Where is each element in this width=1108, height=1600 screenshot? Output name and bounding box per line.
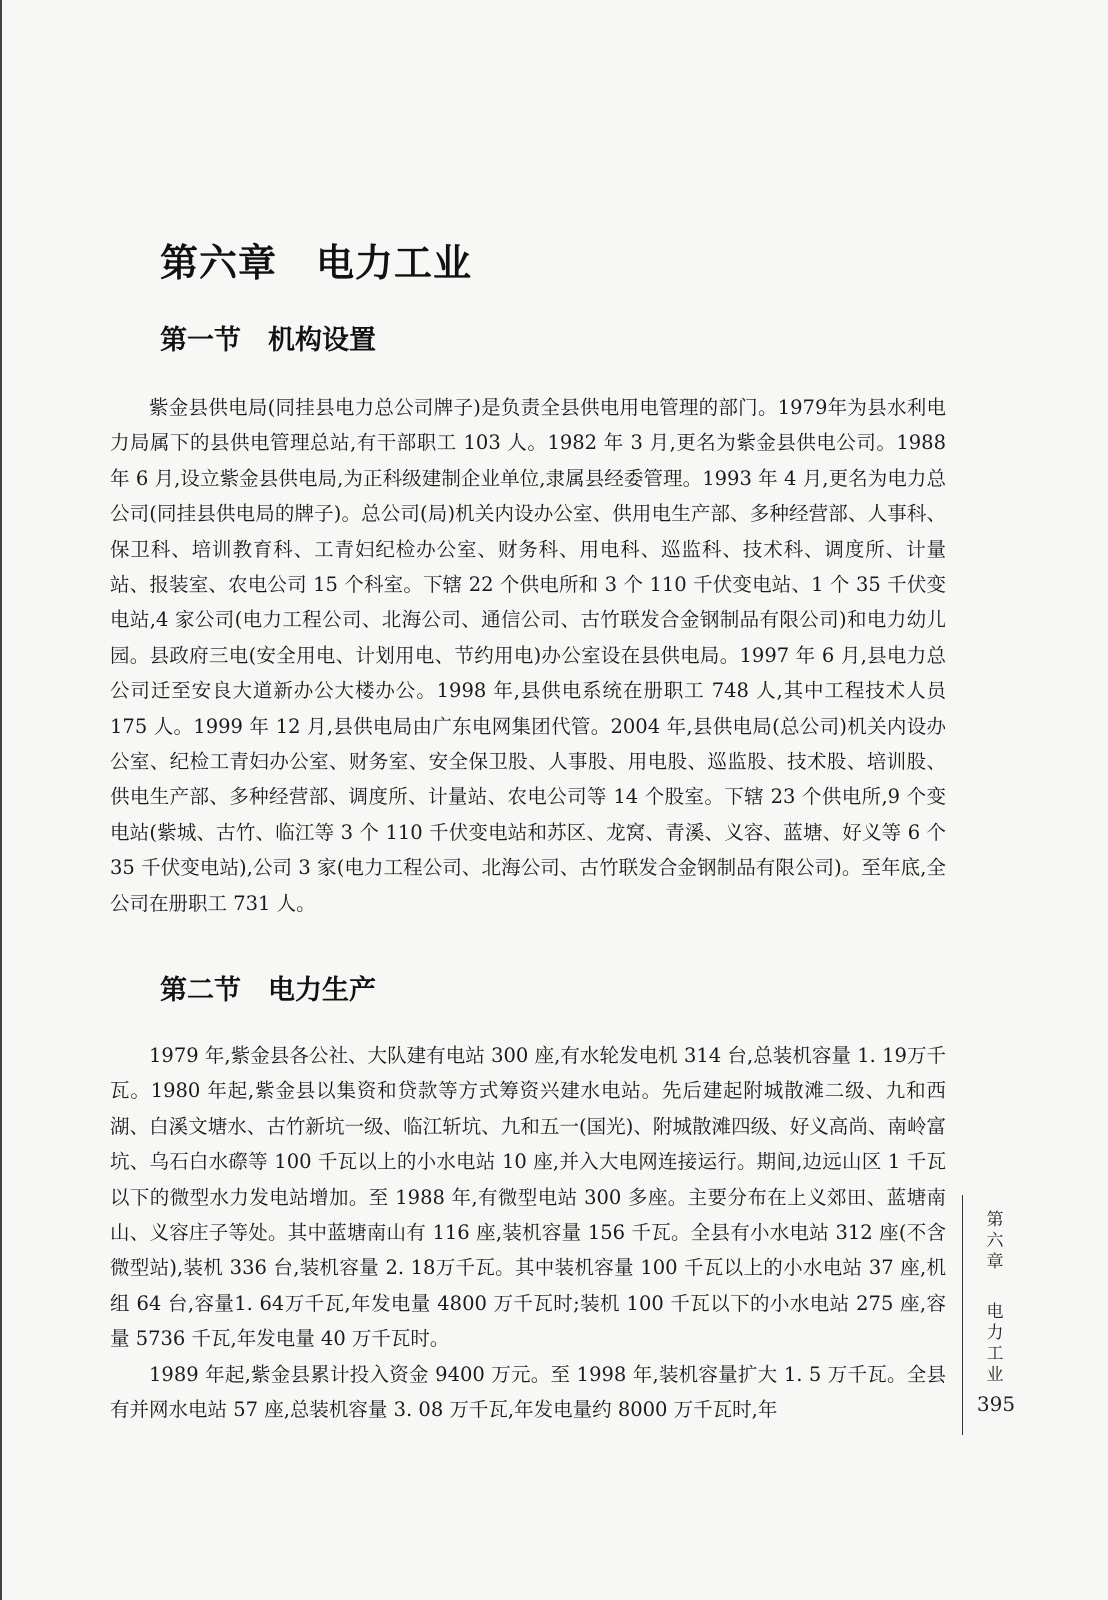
margin-chapter-label: 第六章 (986, 1210, 1004, 1272)
chapter-title: 第六章 电力工业 (160, 241, 473, 285)
page-number: 395 (976, 1392, 1016, 1416)
section-title-organization: 第一节 机构设置 (160, 325, 376, 356)
section-title-power-production: 第二节 电力生产 (160, 975, 376, 1006)
section-body-power-production (110, 1038, 946, 1427)
paragraph: 1979 年,紫金县各公社、大队建有电站 300 座,有水轮发电机 314 台,总装机容量 1. 19万千瓦。1980 年起,紫金县以集资和贷款等方式筹资兴建水电站。先后建起附城散滩二级、九和西湖、白溪文塘水、古竹新坑一级、临江斩坑、九和五一(国光)、附城散滩四级、好义高尚、南岭富坑、乌石白水磜等 100 千瓦以上的小水电站 10 座,并入大电网连接运行。期间,边远山区 1 千瓦以下的微型水力发电站增加。至 1988 年,有微型电站 300 多座。主要分布在上义郊田、蓝塘南山、义容庄子等处。其中蓝塘南山有 116 座,装机容量 156 千瓦。全县有小水电站 312 座(不含微型站),装机 336 台,装机容量 2. 18万千瓦。其中装机容量 100 千瓦以上的小水电站 37 座,机组 64 台,容量1. 64万千瓦,年发电量 4800 万千瓦时;装机 100 千瓦以下的小水电站 275 座,容量 5736 千瓦,年发电量 40 万千瓦时。 (110, 1044, 946, 1351)
page-edge-line (0, 0, 2, 1600)
paragraph: 1989 年起,紫金县累计投入资金 9400 万元。至 1998 年,装机容量扩大 1. 5 万千瓦。全县有并网水电站 57 座,总装机容量 3. 08 万千瓦,年发电量约 8000 万千瓦时,年 (110, 1362, 946, 1422)
section-body-organization (110, 390, 946, 921)
paragraph: 紫金县供电局(同挂县电力总公司牌子)是负责全县供电用电管理的部门。1979年为县水利电力局属下的县供电管理总站,有干部职工 103 人。1982 年 3 月,更名为紫金县供电公司。1988 年 6 月,设立紫金县供电局,为正科级建制企业单位,隶属县经委管理。1993 年 4 月,更名为电力总公司(同挂县供电局的牌子)。总公司(局)机关内设办公室、供用电生产部、多种经营部、人事科、保卫科、培训教育科、工青妇纪检办公室、财务科、用电科、巡监科、技术科、调度所、计量站、报装室、农电公司 15 个科室。下辖 22 个供电所和 3 个 110 千伏变电站、1 个 35 千伏变电站,4 家公司(电力工程公司、北海公司、通信公司、古竹联发合金钢制品有限公司)和电力幼儿园。县政府三电(安全用电、计划用电、节约用电)办公室设在县供电局。1997 年 6 月,县电力总公司迁至安良大道新办公大楼办公。1998 年,县供电系统在册职工 748 人,其中工程技术人员 175 人。1999 年 12 月,县供电局由广东电网集团代管。2004 年,县供电局(总公司)机关内设办公室、纪检工青妇办公室、财务室、安全保卫股、人事股、用电股、巡监股、技术股、培训股、供电生产部、多种经营部、调度所、计量站、农电公司等 14 个股室。下辖 23 个供电所,9 个变电站(紫城、古竹、临江等 3 个 110 千伏变电站和苏区、龙窝、青溪、义容、蓝塘、好义等 6 个 35 千伏变电站),公司 3 家(电力工程公司、北海公司、古竹联发合金钢制品有限公司)。至年底,全公司在册职工 731 人。 (110, 396, 946, 915)
margin-divider (962, 1195, 963, 1435)
margin-topic-label: 电力工业 (986, 1302, 1004, 1385)
